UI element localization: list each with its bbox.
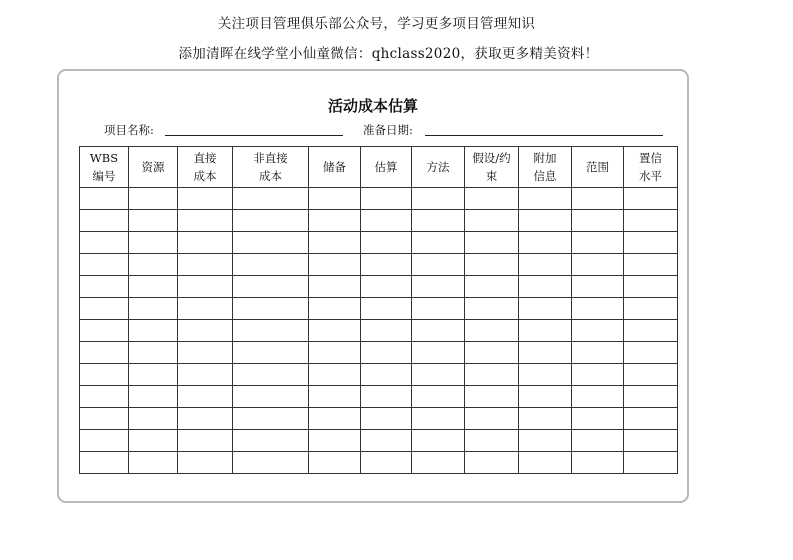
table-cell[interactable]: [178, 298, 233, 320]
table-cell[interactable]: [129, 320, 178, 342]
form-title: 活动成本估算: [327, 97, 418, 115]
column-header: [624, 147, 678, 188]
table-body: [80, 188, 678, 474]
table-cell[interactable]: [624, 276, 678, 298]
cost-estimate-table: [79, 146, 678, 474]
table-cell[interactable]: [572, 276, 624, 298]
column-header: [233, 147, 309, 188]
table-cell[interactable]: [361, 188, 412, 210]
table-cell[interactable]: [80, 386, 129, 408]
table-cell[interactable]: [129, 408, 178, 430]
table-cell[interactable]: [572, 320, 624, 342]
column-header-text: 置信: [639, 151, 662, 165]
column-header-text: 束: [485, 169, 498, 183]
column-header-text: 成本: [193, 169, 217, 183]
table-row: [80, 232, 678, 254]
table-cell[interactable]: [624, 342, 678, 364]
table-cell[interactable]: [412, 320, 465, 342]
table-cell[interactable]: [519, 298, 572, 320]
table-cell[interactable]: [309, 364, 361, 386]
table-cell[interactable]: [465, 386, 519, 408]
table-cell[interactable]: [80, 452, 129, 474]
table-cell[interactable]: [624, 188, 678, 210]
table-cell[interactable]: [80, 276, 129, 298]
table-cell[interactable]: [361, 276, 412, 298]
table-cell[interactable]: [361, 342, 412, 364]
table-row: [80, 210, 678, 232]
table-cell[interactable]: [572, 188, 624, 210]
table-cell[interactable]: [178, 408, 233, 430]
table-cell[interactable]: [624, 364, 678, 386]
project-name-label: 项目名称:: [104, 123, 154, 137]
table-cell[interactable]: [465, 452, 519, 474]
table-cell[interactable]: [178, 232, 233, 254]
table-cell[interactable]: [129, 298, 178, 320]
table-cell[interactable]: [178, 210, 233, 232]
column-header: [80, 147, 129, 188]
table-cell[interactable]: [361, 210, 412, 232]
table-cell[interactable]: [624, 408, 678, 430]
table-cell[interactable]: [309, 452, 361, 474]
table-cell[interactable]: [572, 408, 624, 430]
table-cell[interactable]: [80, 430, 129, 452]
table-cell[interactable]: [572, 364, 624, 386]
table-cell[interactable]: [465, 232, 519, 254]
column-header-text: 成本: [259, 169, 282, 183]
column-header-text: 储备: [323, 160, 346, 174]
table-row: [80, 386, 678, 408]
project-name-field[interactable]: [165, 135, 343, 136]
table-cell[interactable]: [80, 210, 129, 232]
table-cell[interactable]: [412, 408, 465, 430]
table-row: [80, 364, 678, 386]
table-cell[interactable]: [624, 254, 678, 276]
table-cell[interactable]: [624, 298, 678, 320]
table-cell[interactable]: [129, 452, 178, 474]
column-header: [519, 147, 572, 188]
table-row: [80, 342, 678, 364]
table-cell[interactable]: [519, 364, 572, 386]
table-cell[interactable]: [412, 364, 465, 386]
column-header-text: 水平: [639, 169, 662, 183]
table-cell[interactable]: [233, 342, 309, 364]
table-cell[interactable]: [129, 430, 178, 452]
table-cell[interactable]: [80, 188, 129, 210]
column-header: [309, 147, 361, 188]
table-cell[interactable]: [178, 430, 233, 452]
table-cell[interactable]: [412, 188, 465, 210]
table-cell[interactable]: [572, 342, 624, 364]
table-row: [80, 188, 678, 210]
table-cell[interactable]: [465, 320, 519, 342]
column-header: [129, 147, 178, 188]
table-cell[interactable]: [80, 232, 129, 254]
prepared-date-field[interactable]: [425, 135, 663, 136]
table-cell[interactable]: [129, 210, 178, 232]
column-header-text: 资源: [141, 160, 165, 174]
table-cell[interactable]: [233, 232, 309, 254]
table-cell[interactable]: [233, 298, 309, 320]
column-header-text: 附加: [533, 151, 557, 165]
column-header: [361, 147, 412, 188]
table-cell[interactable]: [465, 188, 519, 210]
table-cell[interactable]: [361, 320, 412, 342]
table-cell[interactable]: [309, 232, 361, 254]
table-cell[interactable]: [465, 210, 519, 232]
table-cell[interactable]: [624, 386, 678, 408]
table-cell[interactable]: [80, 254, 129, 276]
table-cell[interactable]: [233, 210, 309, 232]
table-row: [80, 452, 678, 474]
column-header-text: 方法: [426, 160, 450, 174]
table-cell[interactable]: [80, 320, 129, 342]
column-header: [465, 147, 519, 188]
table-cell[interactable]: [361, 254, 412, 276]
table-cell[interactable]: [309, 276, 361, 298]
column-header-text: 直接: [193, 151, 217, 165]
table-row: [80, 298, 678, 320]
table-cell[interactable]: [412, 452, 465, 474]
table-cell[interactable]: [465, 254, 519, 276]
table-cell[interactable]: [465, 364, 519, 386]
table-cell[interactable]: [129, 342, 178, 364]
table-cell[interactable]: [178, 254, 233, 276]
table-cell[interactable]: [519, 342, 572, 364]
table-cell[interactable]: [624, 210, 678, 232]
table-header-row: [80, 147, 678, 188]
table-cell[interactable]: [233, 276, 309, 298]
table-cell[interactable]: [309, 210, 361, 232]
table-cell[interactable]: [465, 430, 519, 452]
table-cell[interactable]: [178, 452, 233, 474]
table-cell[interactable]: [572, 386, 624, 408]
table-cell[interactable]: [519, 430, 572, 452]
table-row: [80, 430, 678, 452]
cost-estimate-form: [57, 69, 689, 503]
table-cell[interactable]: [309, 320, 361, 342]
table-cell[interactable]: [233, 320, 309, 342]
table-row: [80, 276, 678, 298]
table-cell[interactable]: [412, 276, 465, 298]
table-cell[interactable]: [309, 408, 361, 430]
table-cell[interactable]: [233, 452, 309, 474]
table-cell[interactable]: [233, 364, 309, 386]
table-cell[interactable]: [309, 342, 361, 364]
table-row: [80, 254, 678, 276]
table-cell[interactable]: [572, 232, 624, 254]
table-cell[interactable]: [309, 386, 361, 408]
table-cell[interactable]: [129, 188, 178, 210]
table-cell[interactable]: [233, 408, 309, 430]
column-header-text: 编号: [92, 169, 116, 183]
table-cell[interactable]: [361, 452, 412, 474]
table-cell[interactable]: [129, 276, 178, 298]
table-cell[interactable]: [412, 430, 465, 452]
table-cell[interactable]: [178, 320, 233, 342]
column-header: [572, 147, 624, 188]
table-cell[interactable]: [361, 298, 412, 320]
table-cell[interactable]: [412, 386, 465, 408]
table-cell[interactable]: [624, 430, 678, 452]
table-cell[interactable]: [519, 232, 572, 254]
column-header: [178, 147, 233, 188]
table-cell[interactable]: [309, 298, 361, 320]
table-cell[interactable]: [233, 254, 309, 276]
table-cell[interactable]: [412, 210, 465, 232]
table-cell[interactable]: [361, 408, 412, 430]
table-cell[interactable]: [361, 364, 412, 386]
header-promo-line-1: 关注项目管理俱乐部公众号，学习更多项目管理知识: [217, 16, 536, 32]
column-header-text: WBS: [89, 151, 119, 165]
table-cell[interactable]: [465, 342, 519, 364]
table-cell[interactable]: [624, 320, 678, 342]
table-cell[interactable]: [572, 298, 624, 320]
header-promo-line-2: 添加清晖在线学堂小仙童微信：qhclass2020，获取更多精美资料！: [178, 46, 599, 62]
table-cell[interactable]: [178, 188, 233, 210]
prepared-date-label: 准备日期:: [363, 123, 413, 137]
table-cell[interactable]: [465, 298, 519, 320]
table-cell[interactable]: [519, 386, 572, 408]
table-cell[interactable]: [80, 408, 129, 430]
table-cell[interactable]: [572, 210, 624, 232]
table-cell[interactable]: [129, 254, 178, 276]
table-cell[interactable]: [572, 254, 624, 276]
table-cell[interactable]: [129, 232, 178, 254]
table-cell[interactable]: [178, 276, 233, 298]
table-cell[interactable]: [309, 254, 361, 276]
table-cell[interactable]: [572, 430, 624, 452]
table-cell[interactable]: [519, 452, 572, 474]
table-cell[interactable]: [519, 188, 572, 210]
table-cell[interactable]: [624, 452, 678, 474]
column-header-text: 非直接: [253, 151, 288, 165]
table-cell[interactable]: [309, 430, 361, 452]
table-cell[interactable]: [465, 276, 519, 298]
column-header: [412, 147, 465, 188]
table-cell[interactable]: [80, 342, 129, 364]
table-cell[interactable]: [80, 298, 129, 320]
table-cell[interactable]: [129, 364, 178, 386]
column-header-text: 范围: [586, 160, 609, 174]
table-cell[interactable]: [129, 386, 178, 408]
column-header-text: 估算: [374, 160, 398, 174]
table-cell[interactable]: [519, 408, 572, 430]
table-cell[interactable]: [178, 386, 233, 408]
column-header-text: 信息: [533, 169, 557, 183]
table-cell[interactable]: [519, 320, 572, 342]
table-cell[interactable]: [309, 188, 361, 210]
table-cell[interactable]: [519, 210, 572, 232]
table-cell[interactable]: [233, 188, 309, 210]
table-cell[interactable]: [412, 254, 465, 276]
column-header-text: 假设/约: [472, 151, 511, 165]
table-cell[interactable]: [465, 408, 519, 430]
table-cell[interactable]: [361, 232, 412, 254]
table-cell[interactable]: [412, 298, 465, 320]
table-cell[interactable]: [233, 430, 309, 452]
table-row: [80, 408, 678, 430]
table-cell[interactable]: [624, 232, 678, 254]
table-cell[interactable]: [361, 430, 412, 452]
table-cell[interactable]: [519, 276, 572, 298]
table-cell[interactable]: [178, 342, 233, 364]
table-cell[interactable]: [412, 232, 465, 254]
table-cell[interactable]: [178, 364, 233, 386]
table-cell[interactable]: [572, 452, 624, 474]
table-cell[interactable]: [80, 364, 129, 386]
table-cell[interactable]: [233, 386, 309, 408]
table-cell[interactable]: [519, 254, 572, 276]
table-row: [80, 320, 678, 342]
table-cell[interactable]: [361, 386, 412, 408]
table-cell[interactable]: [412, 342, 465, 364]
